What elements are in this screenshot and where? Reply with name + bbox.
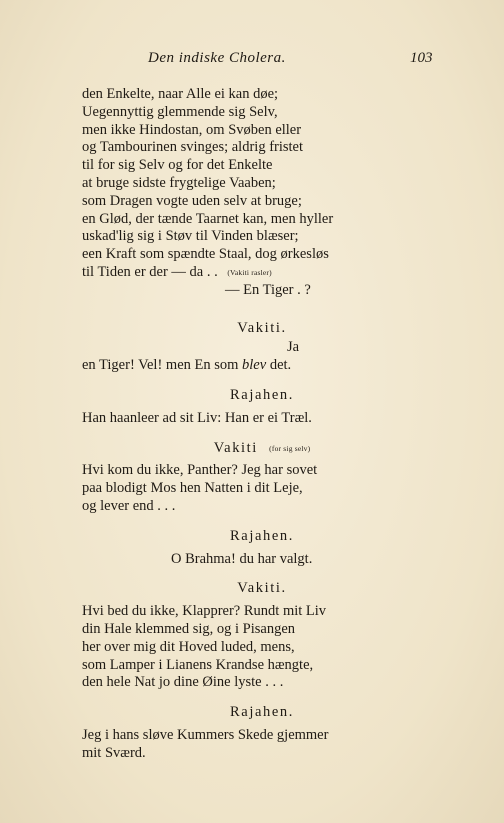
emphasized-word: blev — [242, 357, 267, 374]
stage-direction: (Vakiti rasler) — [227, 267, 272, 277]
verse-text: til Tiden er der — da . . — [82, 263, 218, 280]
speaker-rajahen: Rajahen. — [230, 386, 294, 403]
verse-line: og lever end . . . — [82, 497, 176, 514]
verse-line: mit Sværd. — [82, 744, 146, 761]
verse-line: den Enkelte, naar Alle ei kan døe; — [82, 86, 279, 102]
stage-direction: (for sig selv) — [269, 443, 311, 453]
verse-line: Ja — [287, 339, 300, 356]
verse-line: Han haanleer ad sit Liv: Han er ei Træl. — [82, 409, 312, 426]
verse-line: Hvi bed du ikke, Klapprer? Rundt mit Liv — [82, 603, 327, 620]
page-number: 103 — [410, 50, 433, 66]
verse-line — [82, 357, 442, 375]
page-header — [0, 50, 504, 70]
speaker-vakiti — [82, 440, 442, 458]
verse-line: paa blodigt Mos hen Natten i dit Leje, — [82, 480, 303, 497]
verse-line: Jeg i hans sløve Kummers Skede gjemmer — [82, 726, 329, 743]
verse-line: og Tambourinen svinges; aldrig fristet — [82, 139, 304, 156]
verse-line: til for sig Selv og for det Enkelte — [82, 157, 273, 174]
verse-line: som Dragen vogte uden selv at bruge; — [82, 192, 302, 209]
verse-line: Uegennyttig glemmende sig Selv, — [82, 103, 278, 120]
speaker-rajahen: Rajahen. — [230, 527, 294, 544]
speaker-vakiti: Vakiti. — [237, 319, 287, 336]
verse-line: — En Tiger . ? — [225, 281, 311, 298]
speaker-rajahen: Rajahen. — [230, 704, 294, 721]
verse-text: en Tiger! Vel! men En som — [82, 357, 243, 374]
verse-line: din Hale klemmed sig, og i Pisangen — [82, 620, 296, 637]
running-title: Den indiske Cholera. — [148, 50, 286, 66]
speaker-name: Vakiti — [213, 439, 258, 456]
verse-text: det. — [266, 357, 292, 374]
verse-line: men ikke Hindostan, om Svøben eller — [82, 121, 302, 138]
poem-text — [82, 86, 442, 763]
speaker-vakiti: Vakiti. — [237, 580, 287, 597]
verse-line: Hvi kom du ikke, Panther? Jeg har sovet — [82, 462, 318, 479]
verse-line: een Kraft som spændte Staal, dog ørkesløs — [82, 246, 329, 263]
verse-line-with-stage-direction — [82, 264, 442, 282]
verse-line: her over mig dit Hoved luded, mens, — [82, 638, 295, 655]
verse-line: at bruge sidste frygtelige Vaaben; — [82, 174, 276, 191]
verse-line: den hele Nat jo dine Øine lyste . . . — [82, 674, 284, 691]
verse-line: uskad'lig sig i Støv til Vinden blæser; — [82, 228, 299, 245]
verse-line: som Lamper i Lianens Krandse hængte, — [82, 656, 314, 673]
verse-line: en Glød, der tænde Taarnet kan, men hyller — [82, 210, 334, 227]
verse-line: O Brahma! du har valgt. — [171, 550, 313, 567]
